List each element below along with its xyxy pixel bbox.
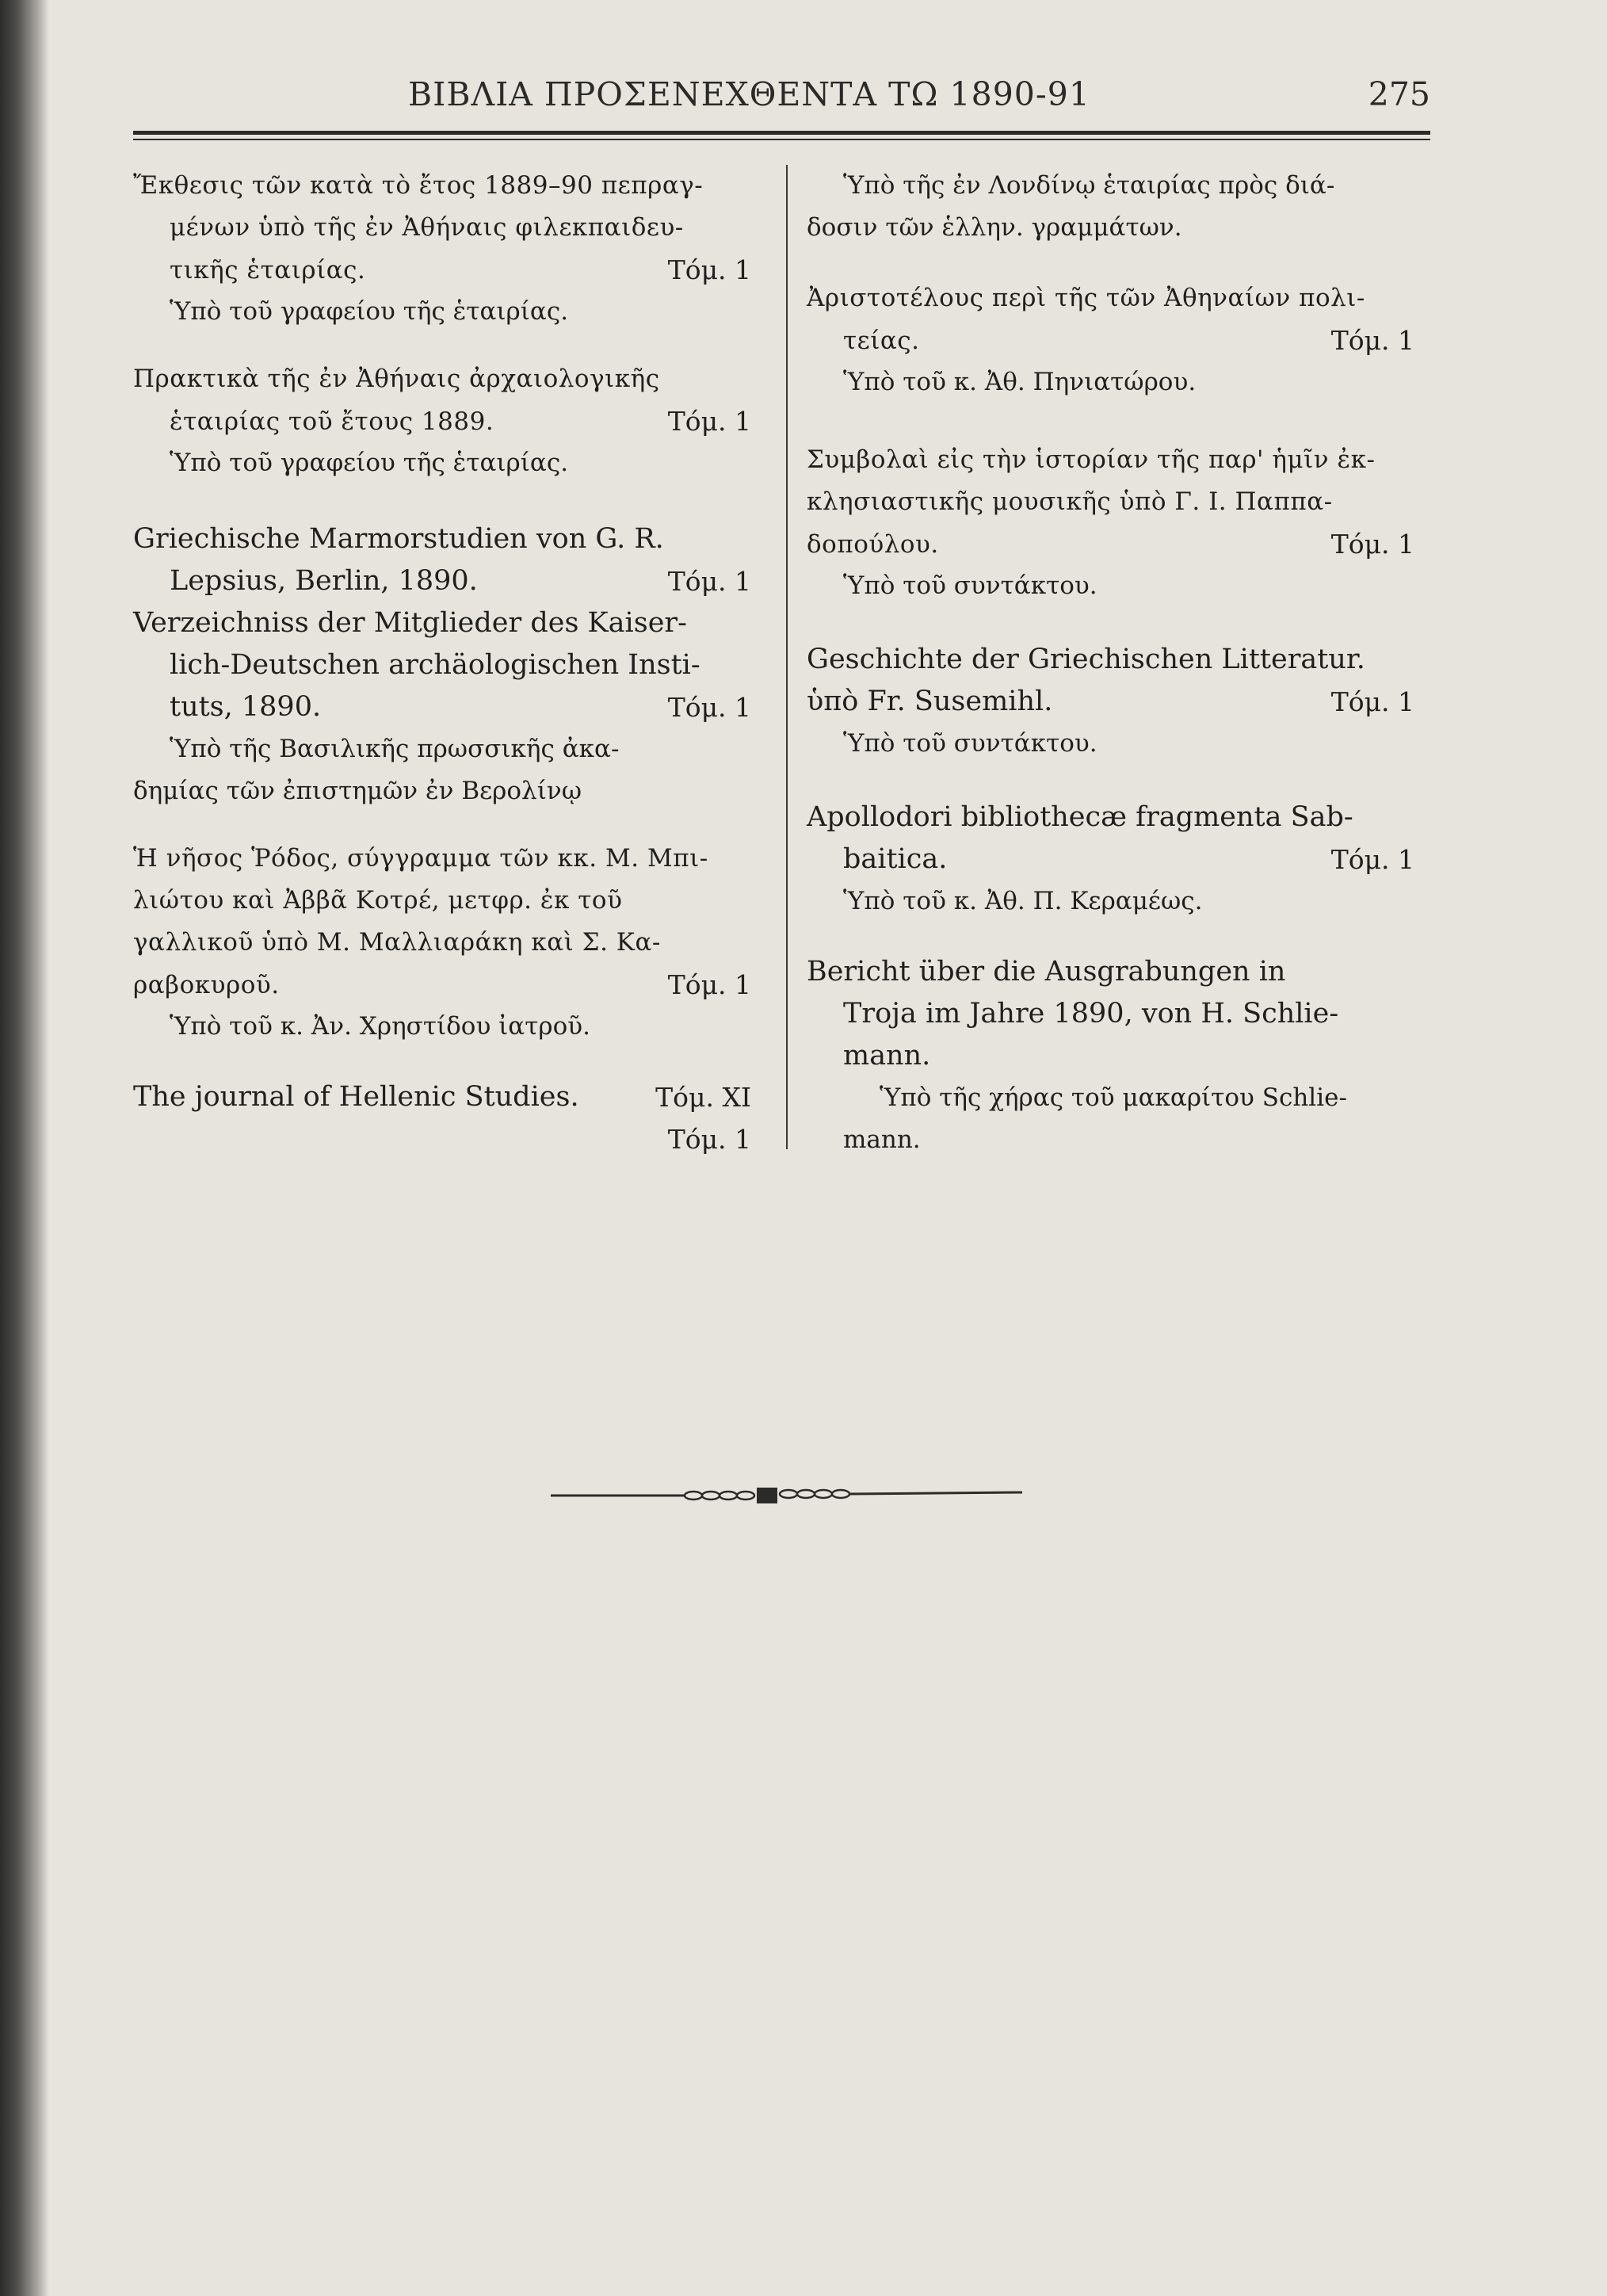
entry-line: Bericht über die Ausgrabungen in [807, 956, 1286, 988]
volume-count: Τόμ. 1 [1330, 529, 1414, 560]
entry-line: mann. [843, 1040, 931, 1072]
entry-line: The journal of Hellenic Studies. [133, 1081, 579, 1113]
entry-line: λιώτου καὶ Ἀββᾶ Κοτρέ, μετφρ. ἐκ τοῦ [133, 886, 623, 915]
entry-line: κλησιαστικῆς μουσικῆς ὑπὸ Γ. Ι. Παππα- [807, 487, 1333, 516]
donor-line: Ὑπὸ τῆς ἐν Λονδίνῳ ἑταιρίας πρὸς διά- [843, 171, 1335, 200]
entry-line: baitica. [843, 843, 948, 875]
entry-line: τικῆς ἑταιρίας. [170, 256, 366, 285]
volume-inline: Τόμ. XI [655, 1082, 751, 1113]
donor-line: Ὑπὸ τοῦ συντάκτου. [843, 729, 1097, 758]
column-divider [786, 165, 788, 1149]
donor-line: Ὑπὸ τοῦ συντάκτου. [843, 571, 1097, 600]
donor-line: δημίας τῶν ἐπιστημῶν ἐν Βερολίνῳ [133, 777, 582, 805]
entry-line: tuts, 1890. [170, 691, 322, 723]
donor-line: Ὑπὸ τοῦ γραφείου τῆς ἑταιρίας. [170, 297, 569, 326]
volume-count: Τόμ. 1 [1330, 325, 1414, 356]
entry-line: Geschichte der Griechischen Litteratur. [807, 644, 1365, 675]
volume-count: Τόμ. 1 [667, 1124, 751, 1155]
running-title: ΒΙΒΛΙΑ ΠΡΟΣΕΝΕΧΘΕΝΤΑ ΤΩ 1890-91 [408, 75, 1090, 113]
volume-count: Τόμ. 1 [1330, 686, 1414, 717]
entry-symbolai [807, 439, 1430, 607]
page-header [127, 75, 1430, 123]
volume-count: Τόμ. 1 [667, 969, 751, 1000]
entry-hellenic-studies [133, 1076, 767, 1160]
entry-line: Verzeichniss der Mitglieder des Kaiser- [133, 607, 687, 639]
donor-line: Ὑπὸ τῆς Βασιλικῆς πρωσσικῆς ἀκα- [170, 735, 620, 763]
donor-line: Ὑπὸ τοῦ κ. Ἀν. Χρηστίδου ἰατροῦ. [170, 1012, 590, 1041]
entry-ekthesis [133, 165, 767, 330]
entry-london-society [807, 165, 1430, 249]
donor-line: Ὑπὸ τοῦ γραφείου τῆς ἑταιρίας. [170, 449, 569, 477]
volume-count: Τόμ. 1 [1330, 844, 1414, 875]
entry-line: Griechische Marmorstudien von G. R. [133, 523, 664, 555]
left-column [133, 165, 767, 1160]
entry-verzeichniss [133, 602, 767, 812]
volume-count: Τόμ. 1 [667, 566, 751, 597]
entry-line: Troja im Jahre 1890, von H. Schlie- [843, 998, 1339, 1030]
donor-line: Ὑπὸ τῆς χήρας τοῦ μακαρίτου Schlie- [880, 1083, 1347, 1112]
binding-shadow [0, 0, 49, 2296]
entry-rodos [133, 838, 767, 1048]
entry-praktika [133, 358, 767, 495]
entry-bericht [807, 951, 1430, 1161]
entry-line: Πρακτικὰ τῆς ἐν Ἀθήναις ἀρχαιολογικῆς [133, 365, 660, 393]
entry-line: μένων ὑπὸ τῆς ἐν Ἀθήναις φιλεκπαιδευ- [170, 213, 684, 242]
entry-line: ραβοκυροῦ. [133, 971, 280, 999]
entry-marmorstudien [133, 518, 767, 602]
entry-line: Lepsius, Berlin, 1890. [170, 565, 478, 597]
donor-line: mann. [843, 1125, 921, 1154]
entry-line: ἑταιρίας τοῦ ἔτους 1889. [170, 407, 494, 436]
entry-line: γαλλικοῦ ὑπὸ Μ. Μαλλιαράκη καὶ Σ. Κα- [133, 928, 661, 957]
closing-ornament [551, 1484, 1022, 1503]
entry-aristoteles [807, 277, 1430, 414]
entry-line: Ἀριστοτέλους περὶ τῆς τῶν Ἀθηναίων πολι- [807, 284, 1365, 312]
donor-line: Ὑπὸ τοῦ κ. Ἀθ. Π. Κεραμέως. [843, 887, 1203, 915]
page-number: 275 [1368, 75, 1430, 113]
volume-count: Τόμ. 1 [667, 254, 751, 285]
entry-line: lich-Deutschen archäologischen Insti- [170, 649, 700, 681]
header-rule [133, 131, 1430, 142]
volume-count: Τόμ. 1 [667, 406, 751, 437]
entry-line: Apollodori bibliothecæ fragmenta Sab- [807, 801, 1353, 833]
right-column [807, 165, 1430, 1161]
donor-line: Ὑπὸ τοῦ κ. Ἀθ. Πηνιατώρου. [843, 368, 1197, 396]
entry-line: δοπούλου. [807, 530, 939, 559]
volume-count: Τόμ. 1 [667, 692, 751, 723]
entry-susemihl [807, 639, 1430, 765]
entry-line: Συμβολαὶ εἰς τὴν ἱστορίαν τῆς παρ' ἡμῖν ἐκ- [807, 445, 1376, 474]
entry-line: ὑπὸ Fr. Susemihl. [807, 686, 1053, 717]
entry-line: Ἡ νῆσος Ῥόδος, σύγγραμμα τῶν κκ. Μ. Μπι- [133, 844, 708, 873]
entry-line: τείας. [843, 327, 920, 355]
entry-apollodori [807, 797, 1430, 923]
entry-line: Ἔκθεσις τῶν κατὰ τὸ ἔτος 1889–90 πεπραγ- [133, 171, 704, 200]
donor-line: δοσιν τῶν ἑλλην. γραμμάτων. [807, 213, 1182, 242]
